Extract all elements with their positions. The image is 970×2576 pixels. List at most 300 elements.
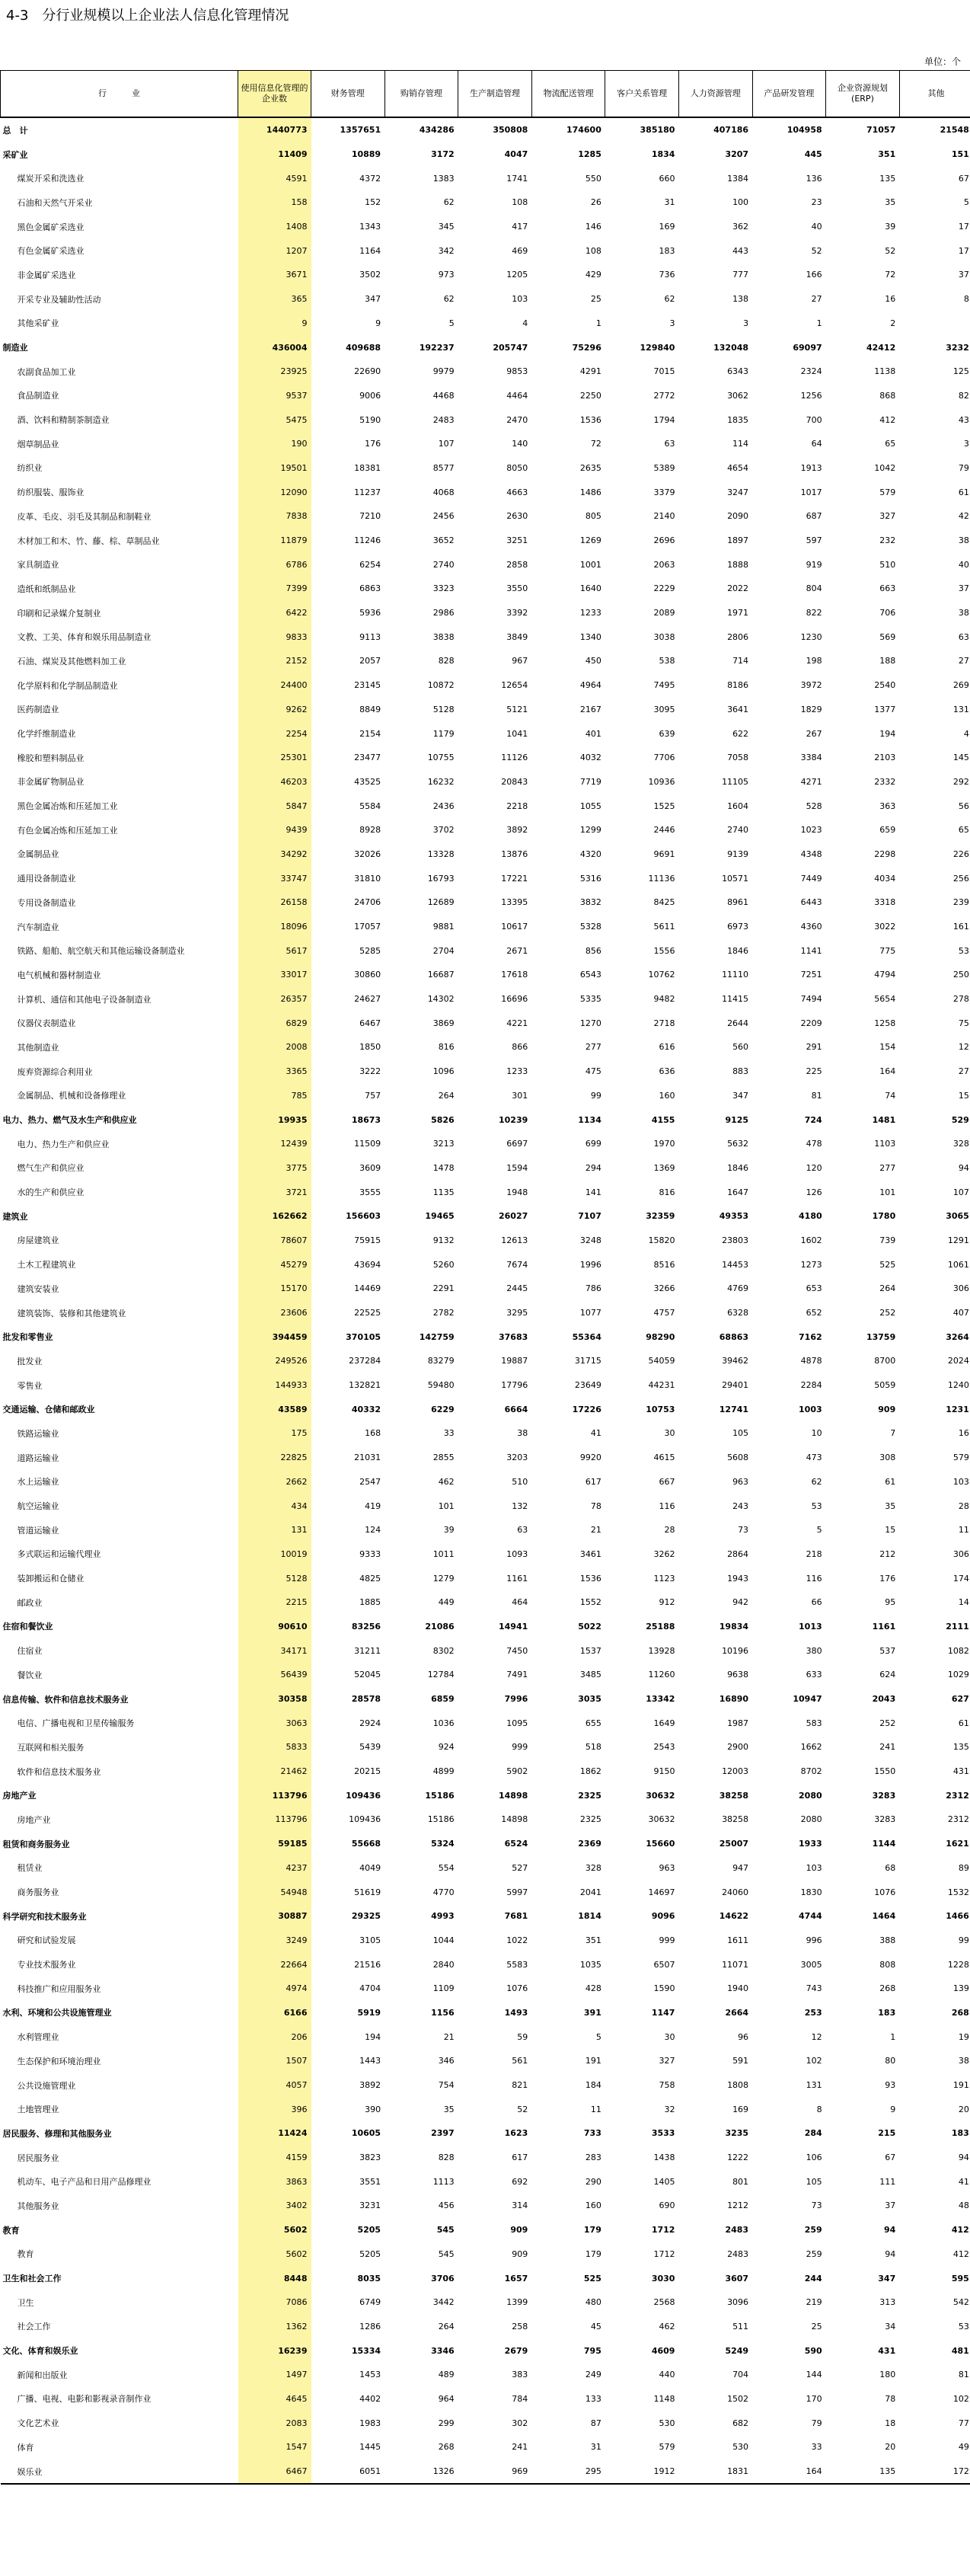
data-table xyxy=(0,70,970,2485)
cell-rnd: 822 xyxy=(806,608,822,618)
cell-finance: 18673 xyxy=(351,1114,381,1125)
cell-rnd: 478 xyxy=(806,1139,822,1149)
cell-other: 1231 xyxy=(946,1404,969,1414)
cell-finance: 2547 xyxy=(359,1476,381,1487)
cell-rnd: 102 xyxy=(806,2056,822,2066)
cell-industry: 多式联运和运输代理业 xyxy=(17,1549,101,1560)
cell-rnd: 10947 xyxy=(793,1694,822,1705)
cell-crm: 1794 xyxy=(653,414,675,425)
cell-crm: 2140 xyxy=(653,511,675,522)
cell-finance: 22690 xyxy=(354,366,381,377)
cell-crm: 3262 xyxy=(653,1548,675,1559)
cell-other: 256 xyxy=(952,873,969,884)
cell-production: 1233 xyxy=(506,1066,528,1077)
cell-rnd: 131 xyxy=(806,2080,822,2091)
cell-finance: 21031 xyxy=(354,1453,381,1463)
cell-finance: 3609 xyxy=(359,1162,381,1173)
cell-hr: 1808 xyxy=(727,2080,749,2091)
cell-purchase-sales-inventory: 35 xyxy=(443,2104,455,2114)
cell-hr: 68863 xyxy=(719,1331,749,1342)
cell-purchase-sales-inventory: 3652 xyxy=(432,535,455,546)
cell-finance: 5919 xyxy=(357,2007,381,2018)
cell-rnd: 687 xyxy=(806,511,822,522)
cell-other: 481 xyxy=(951,2345,969,2356)
cell-crm: 9482 xyxy=(653,994,675,1005)
table-row xyxy=(1,1590,970,1615)
cell-logistics: 480 xyxy=(585,2297,601,2308)
cell-production: 6664 xyxy=(504,1404,528,1414)
cell-erp: 579 xyxy=(879,487,896,497)
cell-hr: 96 xyxy=(738,2031,749,2042)
cell-logistics: 31 xyxy=(590,2442,601,2453)
cell-purchase-sales-inventory: 268 xyxy=(438,2442,455,2453)
cell-logistics: 5 xyxy=(595,2031,601,2042)
cell-crm: 2772 xyxy=(653,390,675,401)
cell-production: 1493 xyxy=(504,2007,528,2018)
cell-logistics: 3485 xyxy=(579,1670,601,1680)
cell-rnd: 724 xyxy=(804,1114,822,1125)
cell-enterprises-using-it: 3402 xyxy=(238,2194,311,2218)
cell-hr: 560 xyxy=(732,1042,749,1053)
table-row xyxy=(1,842,970,867)
cell-erp: 412 xyxy=(879,414,896,425)
cell-rnd: 69097 xyxy=(793,342,822,353)
cell-other: 269 xyxy=(952,680,969,691)
cell-finance: 31211 xyxy=(354,1645,381,1656)
cell-rnd: 291 xyxy=(806,1042,822,1053)
cell-crm: 579 xyxy=(659,2442,675,2453)
cell-rnd: 528 xyxy=(806,801,822,811)
cell-other: 77 xyxy=(958,2418,969,2428)
cell-industry: 装卸搬运和仓储业 xyxy=(17,1574,85,1584)
cell-crm: 538 xyxy=(659,656,675,666)
cell-enterprises-using-it: 5602 xyxy=(238,2242,311,2267)
cell-purchase-sales-inventory: 9132 xyxy=(432,1235,455,1245)
cell-purchase-sales-inventory: 16687 xyxy=(427,970,455,980)
cell-industry: 居民服务业 xyxy=(17,2153,59,2163)
cell-production: 59 xyxy=(517,2031,528,2042)
cell-production: 866 xyxy=(512,1042,528,1053)
cell-enterprises-using-it: 30358 xyxy=(238,1687,311,1711)
cell-erp: 5654 xyxy=(874,994,896,1005)
cell-purchase-sales-inventory: 1011 xyxy=(432,1548,455,1559)
cell-enterprises-using-it: 2152 xyxy=(238,649,311,673)
cell-erp: 241 xyxy=(879,1742,896,1753)
cell-industry: 废弃资源综合利用业 xyxy=(17,1066,93,1077)
table-row-section xyxy=(1,117,970,142)
cell-enterprises-using-it: 3721 xyxy=(238,1180,311,1204)
cell-purchase-sales-inventory: 101 xyxy=(438,1501,455,1511)
cell-erp: 706 xyxy=(879,608,896,618)
cell-purchase-sales-inventory: 10872 xyxy=(427,680,455,691)
cell-erp: 95 xyxy=(885,1597,896,1608)
cell-erp: 347 xyxy=(878,2273,896,2284)
cell-production: 17221 xyxy=(501,873,528,884)
cell-hr: 49353 xyxy=(719,1211,749,1222)
cell-industry: 汽车制造业 xyxy=(17,922,59,932)
cell-production: 464 xyxy=(512,1597,528,1608)
cell-erp: 537 xyxy=(879,1645,896,1656)
cell-enterprises-using-it: 33017 xyxy=(238,963,311,987)
cell-industry: 非金属矿物制品业 xyxy=(17,777,85,788)
cell-other: 2111 xyxy=(946,1621,969,1632)
cell-rnd: 25 xyxy=(811,2321,822,2332)
cell-logistics: 21 xyxy=(590,1525,601,1536)
cell-other: 40 xyxy=(958,559,969,570)
table-row xyxy=(1,1156,970,1181)
cell-logistics: 2369 xyxy=(578,1839,601,1849)
cell-rnd: 284 xyxy=(804,2128,822,2139)
cell-other: 61 xyxy=(958,1718,969,1728)
cell-purchase-sales-inventory: 4468 xyxy=(432,390,455,401)
cell-production: 140 xyxy=(512,439,528,449)
cell-production: 205747 xyxy=(493,342,528,353)
cell-enterprises-using-it: 4645 xyxy=(238,2387,311,2411)
cell-erp: 16 xyxy=(885,294,896,305)
cell-industry: 石油和天然气开采业 xyxy=(17,197,93,208)
cell-rnd: 120 xyxy=(806,1162,822,1173)
cell-other: 268 xyxy=(951,2007,969,2018)
cell-finance: 9006 xyxy=(359,390,381,401)
cell-industry: 其他采矿业 xyxy=(17,318,59,329)
cell-industry: 住宿业 xyxy=(17,1646,43,1657)
cell-enterprises-using-it: 434 xyxy=(238,1494,311,1518)
cell-rnd: 12 xyxy=(811,2031,822,2042)
cell-rnd: 597 xyxy=(806,535,822,546)
cell-erp: 1481 xyxy=(872,1114,896,1125)
cell-erp: 808 xyxy=(879,1959,896,1970)
cell-production: 132 xyxy=(512,1501,528,1511)
cell-other: 1082 xyxy=(947,1645,969,1656)
cell-industry: 租赁业 xyxy=(17,1863,43,1874)
cell-finance: 52045 xyxy=(354,1670,381,1680)
cell-finance: 3551 xyxy=(359,2176,381,2187)
cell-enterprises-using-it: 33747 xyxy=(238,866,311,890)
cell-crm: 1912 xyxy=(653,2466,675,2477)
cell-finance: 8849 xyxy=(359,704,381,714)
cell-industry: 体育 xyxy=(17,2442,34,2453)
cell-other: 21548 xyxy=(940,125,969,136)
table-row xyxy=(1,2097,970,2121)
cell-production: 52 xyxy=(517,2104,528,2114)
cell-enterprises-using-it: 785 xyxy=(238,1084,311,1108)
cell-enterprises-using-it: 7838 xyxy=(238,504,311,529)
cell-other: 89 xyxy=(958,1862,969,1873)
cell-finance: 3892 xyxy=(359,2080,381,2091)
cell-enterprises-using-it: 5475 xyxy=(238,407,311,432)
cell-crm: 13342 xyxy=(646,1694,675,1705)
table-row xyxy=(1,1807,970,1832)
cell-crm: 160 xyxy=(659,1090,675,1101)
cell-industry: 生态保护和环境治理业 xyxy=(17,2056,101,2066)
cell-production: 14898 xyxy=(499,1790,528,1801)
cell-hr: 169 xyxy=(732,2104,749,2114)
cell-hr: 105 xyxy=(732,1428,749,1439)
cell-industry: 电信、广播电视和卫星传输服务 xyxy=(17,1718,135,1729)
cell-rnd: 633 xyxy=(806,1670,822,1680)
cell-production: 7674 xyxy=(506,1259,528,1270)
cell-hr: 3641 xyxy=(727,704,749,714)
cell-crm: 1369 xyxy=(653,1162,675,1173)
cell-industry: 铁路、船舶、航空航天和其他运输设备制造业 xyxy=(17,946,185,957)
cell-crm: 8425 xyxy=(653,897,675,908)
cell-finance: 1343 xyxy=(359,222,381,232)
cell-other: 27 xyxy=(958,656,969,666)
cell-industry: 水的生产和供应业 xyxy=(17,1187,85,1198)
cell-finance: 14469 xyxy=(354,1283,381,1294)
cell-erp: 93 xyxy=(885,2080,896,2091)
cell-enterprises-using-it: 2008 xyxy=(238,1035,311,1059)
cell-purchase-sales-inventory: 8577 xyxy=(432,462,455,473)
cell-logistics: 1035 xyxy=(579,1959,601,1970)
cell-erp: 308 xyxy=(879,1453,896,1463)
cell-rnd: 3972 xyxy=(800,680,822,691)
cell-enterprises-using-it: 144933 xyxy=(238,1373,311,1398)
cell-finance: 7210 xyxy=(359,511,381,522)
cell-production: 301 xyxy=(512,1090,528,1101)
cell-purchase-sales-inventory: 5128 xyxy=(432,704,455,714)
cell-logistics: 2635 xyxy=(579,462,601,473)
cell-purchase-sales-inventory: 2855 xyxy=(432,1453,455,1463)
table-row xyxy=(1,1373,970,1398)
cell-logistics: 795 xyxy=(583,2345,601,2356)
cell-crm: 1438 xyxy=(653,2153,675,2163)
cell-hr: 3207 xyxy=(725,149,749,160)
cell-rnd: 2209 xyxy=(800,1018,822,1028)
cell-finance: 43694 xyxy=(354,1259,381,1270)
cell-erp: 1 xyxy=(890,2031,896,2042)
cell-enterprises-using-it: 30887 xyxy=(238,1904,311,1929)
cell-purchase-sales-inventory: 3869 xyxy=(432,1018,455,1028)
cell-erp: 2 xyxy=(890,318,896,328)
cell-logistics: 1640 xyxy=(579,583,601,594)
cell-enterprises-using-it: 131 xyxy=(238,1518,311,1542)
table-row xyxy=(1,1059,970,1084)
cell-industry: 化学原料和化学制品制造业 xyxy=(17,680,118,691)
cell-finance: 83256 xyxy=(351,1621,381,1632)
table-row-section xyxy=(1,2338,970,2363)
cell-hr: 1897 xyxy=(727,535,749,546)
cell-production: 1161 xyxy=(506,1573,528,1584)
cell-logistics: 518 xyxy=(585,1742,601,1753)
cell-crm: 963 xyxy=(659,1862,675,1873)
cell-logistics: 786 xyxy=(585,1283,601,1294)
table-row xyxy=(1,963,970,987)
cell-logistics: 9920 xyxy=(579,1453,601,1463)
cell-production: 4663 xyxy=(506,487,528,497)
cell-hr: 2090 xyxy=(727,511,749,522)
cell-logistics: 391 xyxy=(583,2007,601,2018)
cell-enterprises-using-it: 113796 xyxy=(238,1783,311,1807)
cell-logistics: 2325 xyxy=(579,1814,601,1825)
cell-purchase-sales-inventory: 3442 xyxy=(432,2297,455,2308)
cell-enterprises-using-it: 34171 xyxy=(238,1638,311,1663)
cell-logistics: 3248 xyxy=(579,1235,601,1245)
cell-erp: 868 xyxy=(879,390,896,401)
header-logistics: 物流配送管理 xyxy=(531,71,605,118)
cell-crm: 4757 xyxy=(653,1308,675,1318)
cell-crm: 690 xyxy=(659,2200,675,2211)
table-row xyxy=(1,1929,970,1953)
cell-erp: 80 xyxy=(885,2056,896,2066)
cell-hr: 11071 xyxy=(722,1959,749,1970)
cell-enterprises-using-it: 4159 xyxy=(238,2146,311,2170)
cell-industry: 金属制品、机械和设备修理业 xyxy=(17,1091,126,1101)
cell-erp: 42412 xyxy=(866,342,896,353)
cell-other: 107 xyxy=(952,1187,969,1197)
cell-logistics: 184 xyxy=(585,2080,601,2091)
cell-erp: 252 xyxy=(879,1718,896,1728)
cell-purchase-sales-inventory: 9979 xyxy=(432,366,455,377)
cell-production: 7681 xyxy=(504,1911,528,1922)
cell-production: 1594 xyxy=(506,1162,528,1173)
table-row xyxy=(1,287,970,312)
cell-industry: 其他制造业 xyxy=(17,1042,59,1053)
cell-rnd: 473 xyxy=(806,1453,822,1463)
cell-industry: 印刷和记录媒介复制业 xyxy=(17,608,101,618)
cell-erp: 659 xyxy=(879,825,896,836)
cell-logistics: 179 xyxy=(585,2248,601,2259)
table-row xyxy=(1,1084,970,1108)
table-row xyxy=(1,1035,970,1059)
cell-other: 37 xyxy=(958,270,969,280)
cell-erp: 4034 xyxy=(874,873,896,884)
cell-erp: 252 xyxy=(879,1308,896,1318)
cell-other: 65 xyxy=(958,825,969,836)
cell-other: 183 xyxy=(951,2128,969,2139)
cell-hr: 2022 xyxy=(727,583,749,594)
cell-finance: 11509 xyxy=(354,1139,381,1149)
cell-industry: 其他服务业 xyxy=(17,2200,59,2211)
cell-crm: 10762 xyxy=(648,970,675,980)
cell-logistics: 450 xyxy=(585,656,601,666)
cell-production: 2445 xyxy=(506,1283,528,1294)
cell-industry: 有色金属矿采选业 xyxy=(17,246,85,257)
cell-purchase-sales-inventory: 5324 xyxy=(431,1839,455,1849)
cell-enterprises-using-it: 3775 xyxy=(238,1156,311,1181)
cell-other: 328 xyxy=(952,1139,969,1149)
cell-hr: 407186 xyxy=(713,125,749,136)
table-row xyxy=(1,1663,970,1687)
table-row xyxy=(1,1735,970,1759)
cell-erp: 525 xyxy=(879,1259,896,1270)
cell-purchase-sales-inventory: 1156 xyxy=(431,2007,455,2018)
cell-finance: 3502 xyxy=(359,270,381,280)
cell-logistics: 1862 xyxy=(579,1766,601,1777)
cell-crm: 116 xyxy=(659,1501,675,1511)
cell-logistics: 655 xyxy=(585,1718,601,1728)
cell-other: 412 xyxy=(951,2225,969,2236)
cell-other: 135 xyxy=(952,1742,969,1753)
cell-production: 909 xyxy=(510,2225,528,2236)
cell-hr: 2664 xyxy=(725,2007,749,2018)
cell-erp: 2298 xyxy=(874,849,896,859)
cell-rnd: 1662 xyxy=(800,1742,822,1753)
cell-hr: 591 xyxy=(732,2056,749,2066)
cell-finance: 5439 xyxy=(359,1742,381,1753)
cell-rnd: 267 xyxy=(806,728,822,739)
cell-industry: 管道运输业 xyxy=(17,1525,59,1536)
cell-rnd: 244 xyxy=(804,2273,822,2284)
cell-enterprises-using-it: 15170 xyxy=(238,1277,311,1301)
cell-crm: 1123 xyxy=(653,1573,675,1584)
cell-hr: 362 xyxy=(732,222,749,232)
cell-production: 13395 xyxy=(501,897,528,908)
cell-rnd: 23 xyxy=(811,197,822,208)
cell-other: 37 xyxy=(958,583,969,594)
cell-industry: 住宿和餐饮业 xyxy=(2,1622,53,1632)
cell-production: 9853 xyxy=(506,366,528,377)
cell-purchase-sales-inventory: 2291 xyxy=(432,1283,455,1294)
cell-production: 17796 xyxy=(501,1380,528,1391)
cell-hr: 11110 xyxy=(722,970,749,980)
cell-other: 306 xyxy=(952,1283,969,1294)
cell-purchase-sales-inventory: 545 xyxy=(436,2225,455,2236)
cell-hr: 8961 xyxy=(727,897,749,908)
cell-production: 1041 xyxy=(506,728,528,739)
cell-purchase-sales-inventory: 8302 xyxy=(432,1645,455,1656)
cell-crm: 44231 xyxy=(648,1380,675,1391)
cell-logistics: 3461 xyxy=(579,1548,601,1559)
cell-industry: 水上运输业 xyxy=(17,1477,59,1488)
cell-logistics: 277 xyxy=(585,1042,601,1053)
cell-hr: 5608 xyxy=(727,1453,749,1463)
table-row xyxy=(1,673,970,698)
header-enterprises-using-it: 使用信息化管理的企业数 xyxy=(238,71,311,118)
cell-production: 108 xyxy=(512,197,528,208)
cell-other: 99 xyxy=(958,1935,969,1945)
cell-production: 314 xyxy=(512,2200,528,2211)
cell-enterprises-using-it: 56439 xyxy=(238,1663,311,1687)
cell-hr: 132048 xyxy=(713,342,749,353)
table-row xyxy=(1,1759,970,1784)
cell-logistics: 1269 xyxy=(579,535,601,546)
cell-finance: 419 xyxy=(365,1501,381,1511)
cell-erp: 13759 xyxy=(866,1331,896,1342)
cell-industry: 有色金属冶炼和压延加工业 xyxy=(17,825,118,836)
cell-purchase-sales-inventory: 5 xyxy=(448,318,455,328)
cell-enterprises-using-it: 9537 xyxy=(238,384,311,408)
cell-enterprises-using-it: 158 xyxy=(238,190,311,215)
table-row xyxy=(1,770,970,794)
cell-other: 1621 xyxy=(946,1839,969,1849)
cell-logistics: 3832 xyxy=(579,897,601,908)
cell-crm: 9150 xyxy=(653,1766,675,1777)
cell-logistics: 87 xyxy=(590,2418,601,2428)
cell-purchase-sales-inventory: 3838 xyxy=(432,631,455,642)
cell-hr: 1888 xyxy=(727,559,749,570)
cell-other: 53 xyxy=(958,2321,969,2332)
cell-erp: 135 xyxy=(879,2466,896,2477)
cell-logistics: 6543 xyxy=(579,970,601,980)
cell-crm: 2718 xyxy=(653,1018,675,1028)
cell-production: 3251 xyxy=(506,535,528,546)
cell-production: 784 xyxy=(512,2393,528,2404)
cell-purchase-sales-inventory: 2483 xyxy=(432,414,455,425)
cell-finance: 237284 xyxy=(349,1356,381,1366)
cell-rnd: 198 xyxy=(806,656,822,666)
cell-finance: 5936 xyxy=(359,608,381,618)
cell-enterprises-using-it: 1207 xyxy=(238,238,311,263)
cell-other: 41 xyxy=(958,2176,969,2187)
table-row xyxy=(1,987,970,1012)
cell-hr: 6343 xyxy=(727,366,749,377)
cell-hr: 1940 xyxy=(727,1983,749,1994)
cell-production: 3892 xyxy=(506,825,528,836)
table-row xyxy=(1,2146,970,2170)
cell-production: 1741 xyxy=(506,173,528,184)
cell-rnd: 73 xyxy=(811,2200,822,2211)
